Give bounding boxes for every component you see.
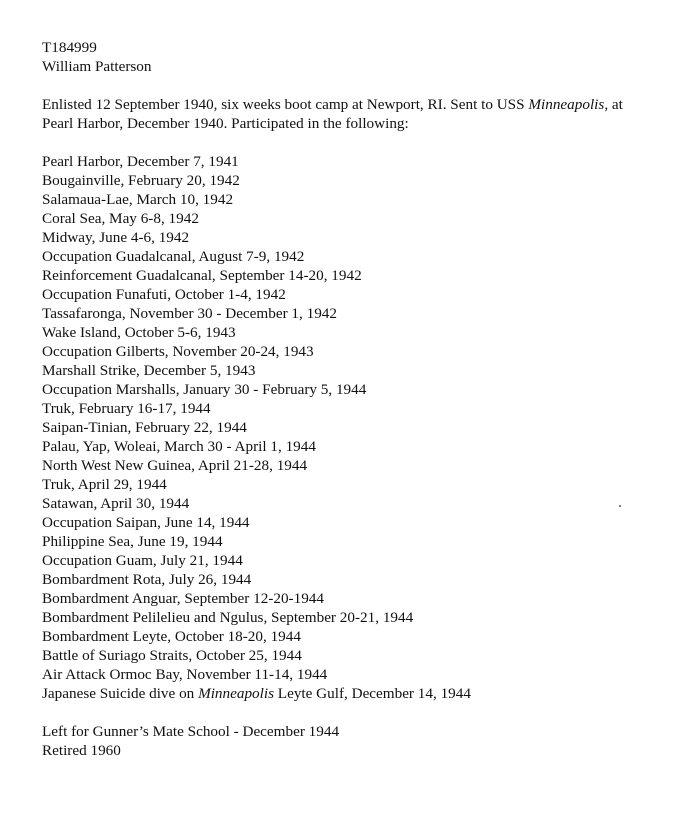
- list-item: Truk, February 16-17, 1944: [42, 400, 211, 417]
- final-text-2: Leyte Gulf, December 14, 1944: [274, 685, 471, 702]
- final-text-1: Japanese Suicide dive on: [42, 685, 199, 702]
- school-line: Left for Gunner’s Mate School - December 1944: [42, 723, 340, 740]
- list-item: Truk, April 29, 1944: [42, 476, 167, 493]
- list-item: Salamaua-Lae, March 10, 1942: [42, 191, 234, 208]
- list-item: Saipan-Tinian, February 22, 1944: [42, 419, 247, 436]
- list-item: Occupation Marshalls, January 30 - February 5, 1944: [42, 381, 367, 398]
- intro-line-2: Pearl Harbor, December 1940. Participated in the following:: [42, 115, 409, 132]
- spacer: [42, 703, 682, 722]
- list-item: Coral Sea, May 6-8, 1942: [42, 210, 199, 227]
- list-item-final: [42, 684, 682, 703]
- list-item: Bombardment Rota, July 26, 1944: [42, 571, 252, 588]
- person-name: William Patterson: [42, 58, 152, 75]
- intro-text-2: , at: [604, 96, 623, 113]
- list-item: Occupation Guam, July 21, 1944: [42, 552, 243, 569]
- list-item: North West New Guinea, April 21-28, 1944: [42, 457, 308, 474]
- list-item: Bombardment Pelilelieu and Ngulus, September 20-21, 1944: [42, 609, 414, 626]
- list-item: Palau, Yap, Woleai, March 30 - April 1, 1944: [42, 438, 316, 455]
- intro-text-1: Enlisted 12 September 1940, six weeks boot camp at Newport, RI. Sent to USS: [42, 96, 529, 113]
- list-item: Bougainville, February 20, 1942: [42, 172, 240, 189]
- list-item: Satawan, April 30, 1944: [42, 495, 190, 512]
- list-item: Air Attack Ormoc Bay, November 11-14, 1944: [42, 666, 328, 683]
- list-item: Pearl Harbor, December 7, 1941: [42, 153, 239, 170]
- ship-name: Minneapolis: [198, 685, 274, 702]
- engagement-list: [42, 152, 682, 684]
- list-item: Bombardment Leyte, October 18-20, 1944: [42, 628, 301, 645]
- list-item: Wake Island, October 5-6, 1943: [42, 324, 236, 341]
- list-item: Occupation Saipan, June 14, 1944: [42, 514, 250, 531]
- list-item: Occupation Funafuti, October 1-4, 1942: [42, 286, 286, 303]
- document-body: [42, 38, 682, 760]
- list-item: Tassafaronga, November 30 - December 1, 1942: [42, 305, 337, 322]
- list-item: Midway, June 4-6, 1942: [42, 229, 190, 246]
- list-item: Bombardment Anguar, September 12-20-1944: [42, 590, 324, 607]
- ship-name: Minneapolis: [528, 96, 605, 113]
- list-item: Marshall Strike, December 5, 1943: [42, 362, 256, 379]
- list-item: Reinforcement Guadalcanal, September 14-20, 1942: [42, 267, 362, 284]
- list-item: Occupation Gilberts, November 20-24, 1943: [42, 343, 314, 360]
- spacer: [42, 133, 682, 152]
- scan-speck: [619, 505, 621, 507]
- list-item: Battle of Suriago Straits, October 25, 1944: [42, 647, 302, 664]
- list-item: Philippine Sea, June 19, 1944: [42, 533, 223, 550]
- record-id: T184999: [42, 39, 97, 56]
- list-item: Occupation Guadalcanal, August 7-9, 1942: [42, 248, 305, 265]
- spacer: [42, 76, 682, 95]
- intro-line-1: [42, 95, 682, 114]
- retired-line: Retired 1960: [42, 742, 121, 759]
